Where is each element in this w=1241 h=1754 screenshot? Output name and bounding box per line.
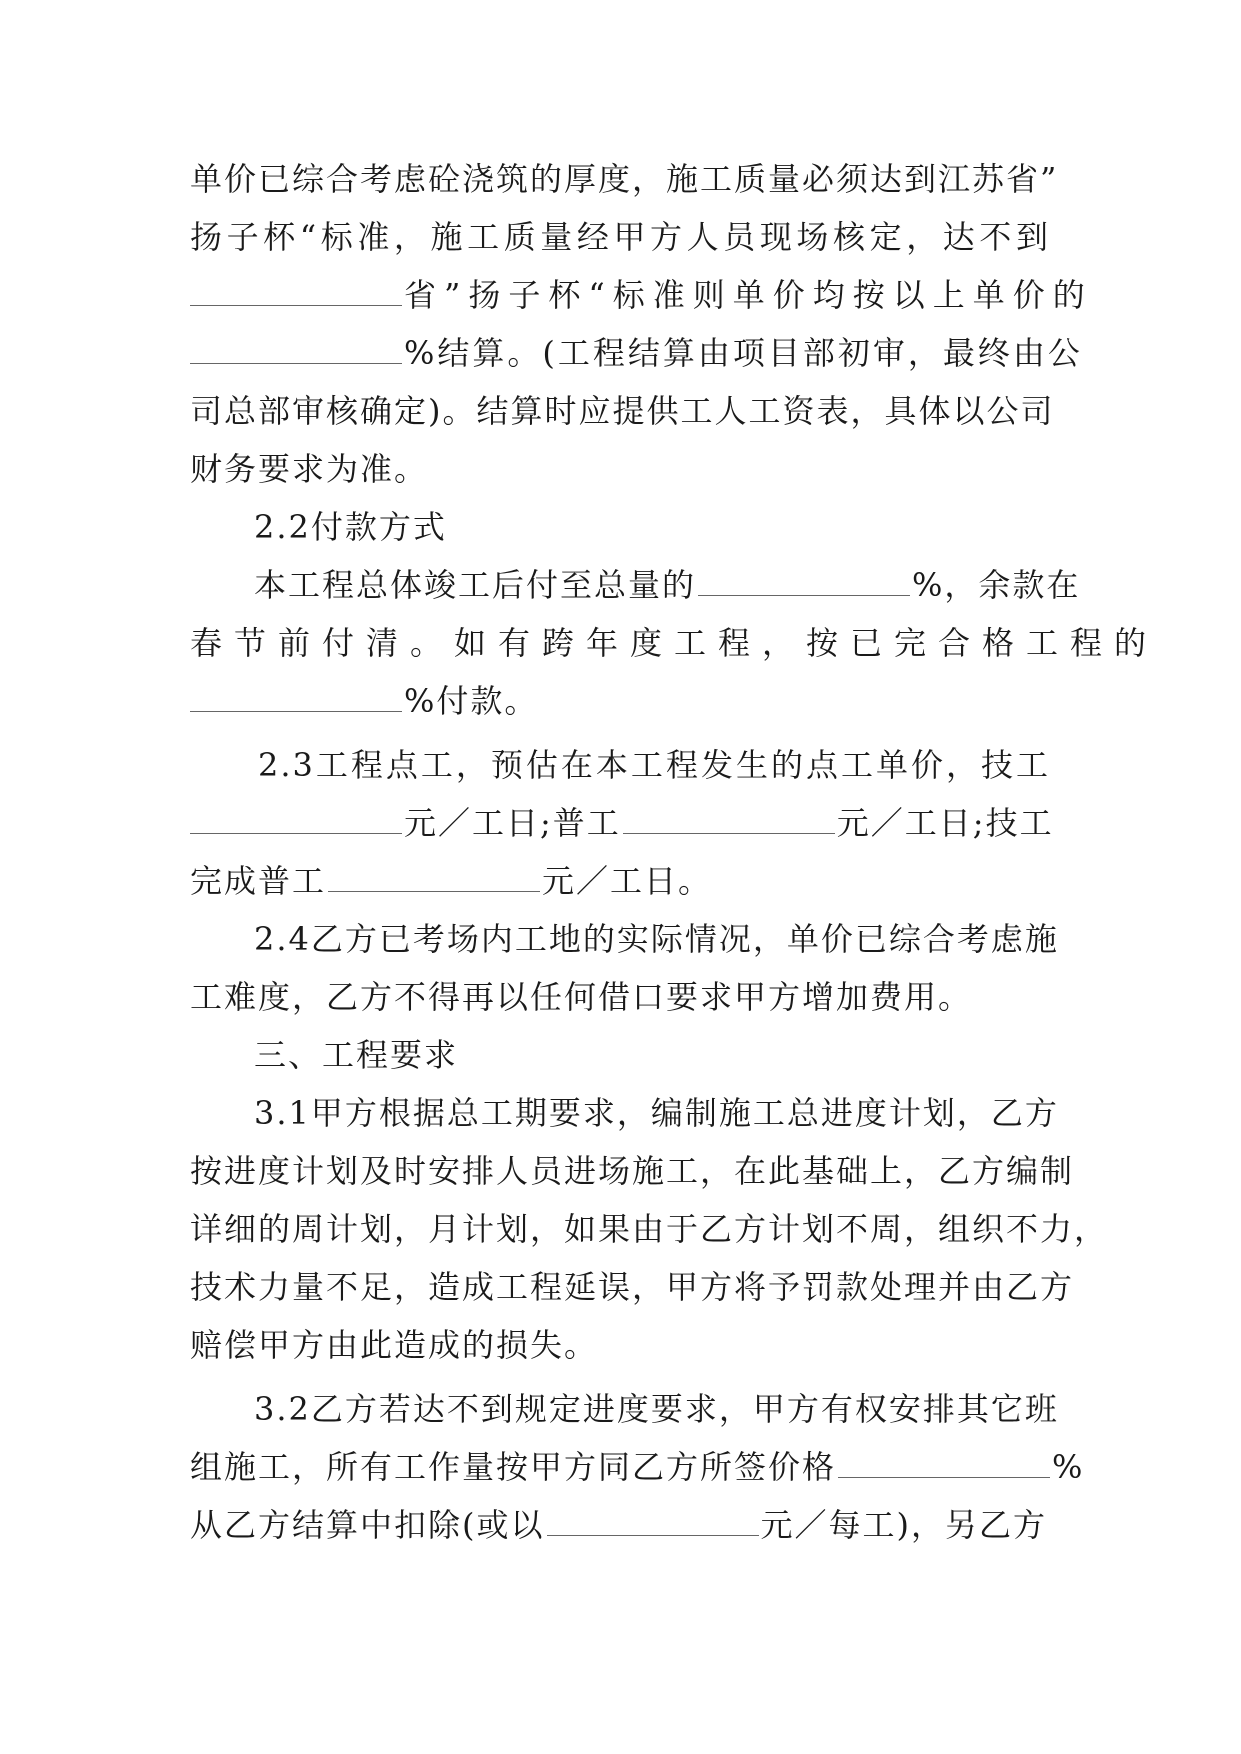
text-span: 元／工日;技工 <box>836 804 1054 842</box>
text-line: 技术力量不足，造成工程延误，甲方将予罚款处理并由乙方 <box>190 1268 1075 1306</box>
text-line <box>190 672 1050 730</box>
fill-in-blank[interactable] <box>838 1447 1050 1478</box>
text-span: %，余款在 <box>912 566 1081 604</box>
text-line <box>254 556 1081 614</box>
text-span: 元／每工)，另乙方 <box>760 1506 1047 1544</box>
text-span: 组施工，所有工作量按甲方同乙方所签价格 <box>190 1448 837 1486</box>
text-line: 财务要求为准。 <box>190 450 429 488</box>
text-line: 春节前付清。如有跨年度工程，按已完合格工程的 <box>190 624 1159 662</box>
text-line <box>190 794 1054 852</box>
fill-in-blank[interactable] <box>698 565 910 596</box>
text-line <box>190 266 1093 324</box>
text-span: 省”扬子杯“标准则单价均按以上单价的 <box>404 276 1093 314</box>
text-span: 元／工日。 <box>542 862 713 900</box>
text-line <box>190 324 1083 382</box>
text-span: 本工程总体竣工后付至总量的 <box>254 566 697 604</box>
text-line <box>190 852 1050 910</box>
text-line: 单价已综合考虑砼浇筑的厚度，施工质量必须达到江苏省” <box>190 160 1059 198</box>
text-line <box>190 1496 1050 1554</box>
text-line: 赔偿甲方由此造成的损失。 <box>190 1326 599 1364</box>
text-line: 司总部审核确定)。结算时应提供工人工资表，具体以公司 <box>190 392 1055 430</box>
fill-in-blank[interactable] <box>190 681 402 712</box>
text-line: 扬子杯“标准，施工质量经甲方人员现场核定，达不到 <box>190 218 1050 256</box>
section-heading: 2.2付款方式 <box>254 508 447 546</box>
text-line: 2.3工程点工，预估在本工程发生的点工单价，技工 <box>258 746 1050 784</box>
text-span: 完成普工 <box>190 862 327 900</box>
text-line <box>190 1438 1085 1496</box>
text-line: 3.2乙方若达不到规定进度要求，甲方有权安排其它班 <box>254 1390 1059 1428</box>
text-span: 从乙方结算中扣除(或以 <box>190 1506 545 1544</box>
fill-in-blank[interactable] <box>190 275 402 306</box>
fill-in-blank[interactable] <box>190 333 402 364</box>
fill-in-blank[interactable] <box>547 1505 759 1536</box>
text-line: 详细的周计划，月计划，如果由于乙方计划不周，组织不力， <box>190 1210 1109 1248</box>
text-span: 元／工日;普工 <box>404 804 621 842</box>
text-span: %结算。(工程结算由项目部初审，最终由公 <box>404 334 1083 372</box>
text-line: 2.4乙方已考场内工地的实际情况，单价已综合考虑施 <box>254 920 1059 958</box>
text-line: 按进度计划及时安排人员进场施工，在此基础上，乙方编制 <box>190 1152 1075 1190</box>
fill-in-blank[interactable] <box>328 861 540 892</box>
text-line: 3.1甲方根据总工期要求，编制施工总进度计划，乙方 <box>254 1094 1059 1132</box>
fill-in-blank[interactable] <box>190 803 402 834</box>
text-line: 工难度，乙方不得再以任何借口要求甲方增加费用。 <box>190 978 973 1016</box>
text-span: %付款。 <box>404 682 539 720</box>
text-span: % <box>1052 1448 1085 1486</box>
fill-in-blank[interactable] <box>623 803 835 834</box>
section-heading: 三、工程要求 <box>254 1036 459 1074</box>
